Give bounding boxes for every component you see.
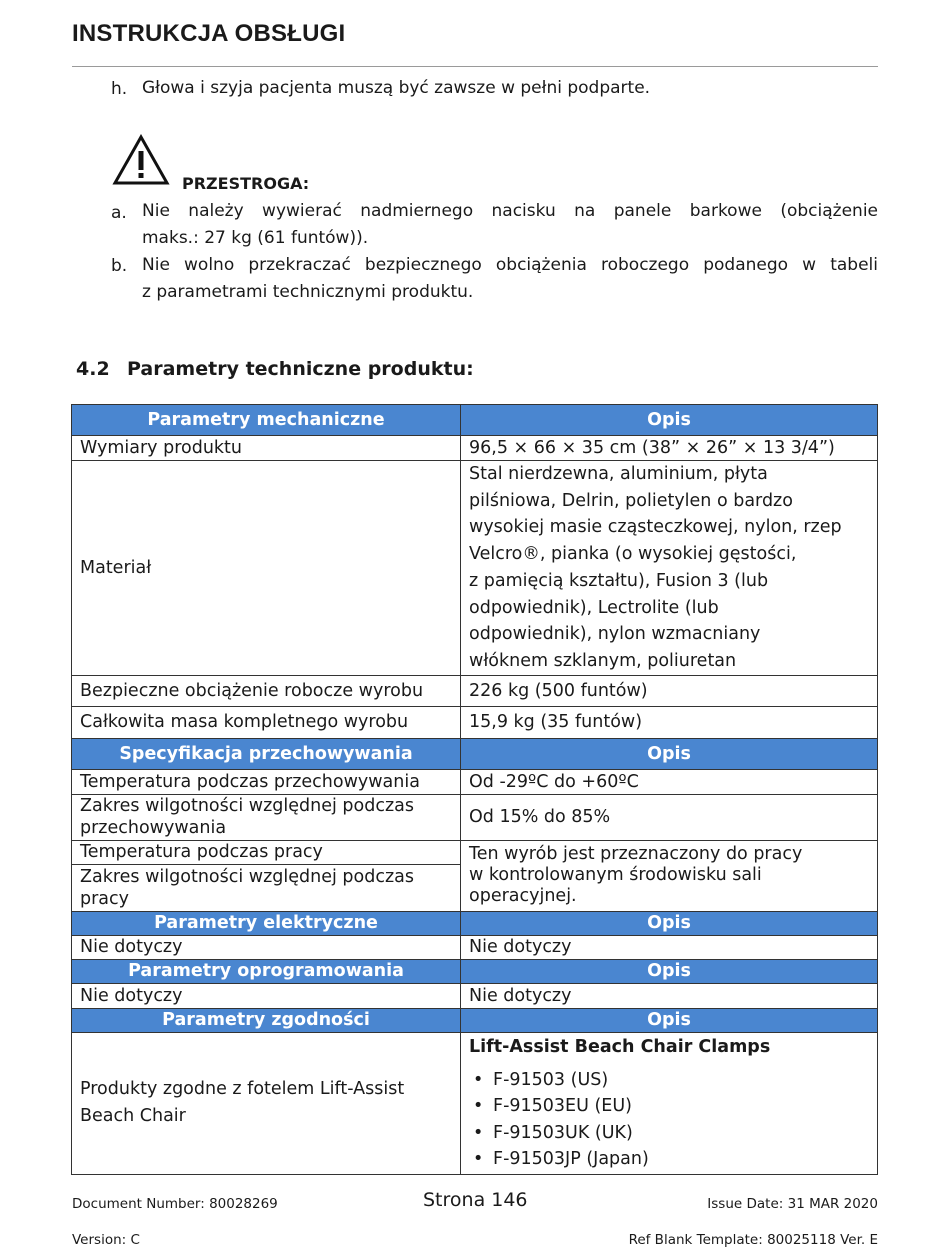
material-line: pilśniowa, Delrin, polietylen o bardzo: [469, 490, 793, 511]
row-value: Od 15% do 85%: [461, 794, 878, 840]
compliance-label: [72, 1032, 461, 1174]
row-label: Wymiary produktu: [72, 436, 461, 461]
compliance-label-line: Produkty zgodne z fotelem Lift-Assist: [80, 1079, 405, 1100]
row-label: Materiał: [72, 461, 461, 676]
material-line: z pamięcią kształtu), Fusion 3 (lub: [469, 570, 769, 591]
row-label-line: pracy: [80, 888, 130, 909]
row-label-line: Zakres wilgotności względnej podczas: [80, 866, 414, 887]
row-value: 96,5 × 66 × 35 cm (38” × 26” × 13 3/4”): [461, 436, 878, 461]
table-row: [72, 983, 878, 1008]
item-h-marker: h.: [111, 79, 128, 99]
footer-template: Ref Blank Template: 80025118 Ver. E: [628, 1232, 878, 1248]
caution-item-b-line1: Nie wolno przekraczać bezpiecznego obciążenia roboczego podanego w tabeli: [142, 255, 878, 275]
caution-item-b-marker: b.: [111, 256, 128, 276]
table-row: [72, 935, 878, 959]
list-item: • F-91503 (US): [493, 1067, 869, 1094]
item-h-text: Głowa i szyja pacjenta muszą być zawsze w pełni podparte.: [142, 78, 651, 98]
compliance-label-line: Beach Chair: [80, 1106, 186, 1127]
material-line: Stal nierdzewna, aluminium, płyta: [469, 464, 768, 484]
row-label: [72, 794, 461, 840]
table-row: [72, 840, 878, 864]
row-label-line: Zakres wilgotności względnej podczas: [80, 796, 414, 817]
table-header-row: [72, 738, 878, 769]
material-line: odpowiednik), nylon wzmacniany: [469, 624, 761, 645]
row-value: Nie dotyczy: [461, 983, 878, 1008]
electrical-opis-header: Opis: [461, 911, 878, 935]
table-row: [72, 769, 878, 794]
row-value: Od -29ºC do +60ºC: [461, 769, 878, 794]
material-line: wysokiej masie cząsteczkowej, nylon, rzep: [469, 517, 842, 538]
section-number: 4.2: [76, 358, 110, 380]
document-header-title: INSTRUKCJA OBSŁUGI: [72, 20, 346, 47]
caution-item-b-line2: z parametrami technicznymi produktu.: [142, 282, 474, 302]
table-header-row: [72, 405, 878, 436]
list-item: • F-91503UK (UK): [493, 1120, 869, 1147]
material-value: [461, 461, 878, 676]
caution-item-a-line2: maks.: 27 kg (61 funtów)).: [142, 228, 369, 248]
table-row: [72, 706, 878, 738]
warning-triangle-icon: [112, 134, 170, 186]
row-label: Całkowita masa kompletnego wyrobu: [72, 706, 461, 738]
electrical-header: Parametry elektryczne: [72, 911, 461, 935]
storage-header: Specyfikacja przechowywania: [72, 738, 461, 769]
footer-page-number: Strona 146: [423, 1189, 528, 1211]
compliance-product-list: [469, 1067, 869, 1173]
row-label: Bezpieczne obciążenie robocze wyrobu: [72, 675, 461, 706]
footer-issue-date: Issue Date: 31 MAR 2020: [707, 1196, 878, 1212]
row-label: [72, 864, 461, 911]
section-title: Parametry techniczne produktu:: [127, 358, 474, 380]
operating-note-line: Ten wyrób jest przeznaczony do pracy: [469, 844, 803, 865]
list-item: • F-91503JP (Japan): [493, 1146, 869, 1173]
mechanical-header: Parametry mechaniczne: [72, 405, 461, 436]
list-item: • F-91503EU (EU): [493, 1093, 869, 1120]
row-value: Nie dotyczy: [461, 935, 878, 959]
row-value: 226 kg (500 funtów): [461, 675, 878, 706]
operating-note: [461, 840, 878, 911]
mechanical-opis-header: Opis: [461, 405, 878, 436]
row-label: Temperatura podczas przechowywania: [72, 769, 461, 794]
compliance-opis-header: Opis: [461, 1008, 878, 1032]
material-line: odpowiednik), Lectrolite (lub: [469, 597, 719, 618]
operating-note-line: w kontrolowanym środowisku sali operacyjnej.: [469, 865, 762, 907]
compliance-value-title: Lift-Assist Beach Chair Clamps: [469, 1036, 771, 1057]
compliance-header: Parametry zgodności: [72, 1008, 461, 1032]
table-header-row: [72, 1008, 878, 1032]
table-header-row: [72, 911, 878, 935]
compliance-value: [461, 1032, 878, 1174]
row-label: Nie dotyczy: [72, 983, 461, 1008]
material-line: włóknem szklanym, poliuretan: [469, 650, 737, 671]
row-label-line: przechowywania: [80, 818, 227, 839]
table-row: [72, 461, 878, 676]
caution-item-a-line1: Nie należy wywierać nadmiernego nacisku na panele barkowe (obciążenie: [142, 201, 878, 221]
storage-opis-header: Opis: [461, 738, 878, 769]
technical-parameters-table: [71, 404, 878, 1175]
software-opis-header: Opis: [461, 959, 878, 983]
caution-item-a-marker: a.: [111, 203, 127, 223]
table-header-row: [72, 959, 878, 983]
table-row: [72, 675, 878, 706]
table-row: [72, 794, 878, 840]
row-label: Temperatura podczas pracy: [72, 840, 461, 864]
table-row: [72, 436, 878, 461]
header-divider: [72, 66, 878, 67]
footer-version: Version: C: [72, 1232, 140, 1248]
table-row: [72, 1032, 878, 1174]
row-value: 15,9 kg (35 funtów): [461, 706, 878, 738]
row-label: Nie dotyczy: [72, 935, 461, 959]
caution-label: PRZESTROGA:: [182, 174, 310, 193]
material-line: Velcro®, pianka (o wysokiej gęstości,: [469, 544, 797, 565]
footer-document-number: Document Number: 80028269: [72, 1196, 278, 1212]
software-header: Parametry oprogramowania: [72, 959, 461, 983]
